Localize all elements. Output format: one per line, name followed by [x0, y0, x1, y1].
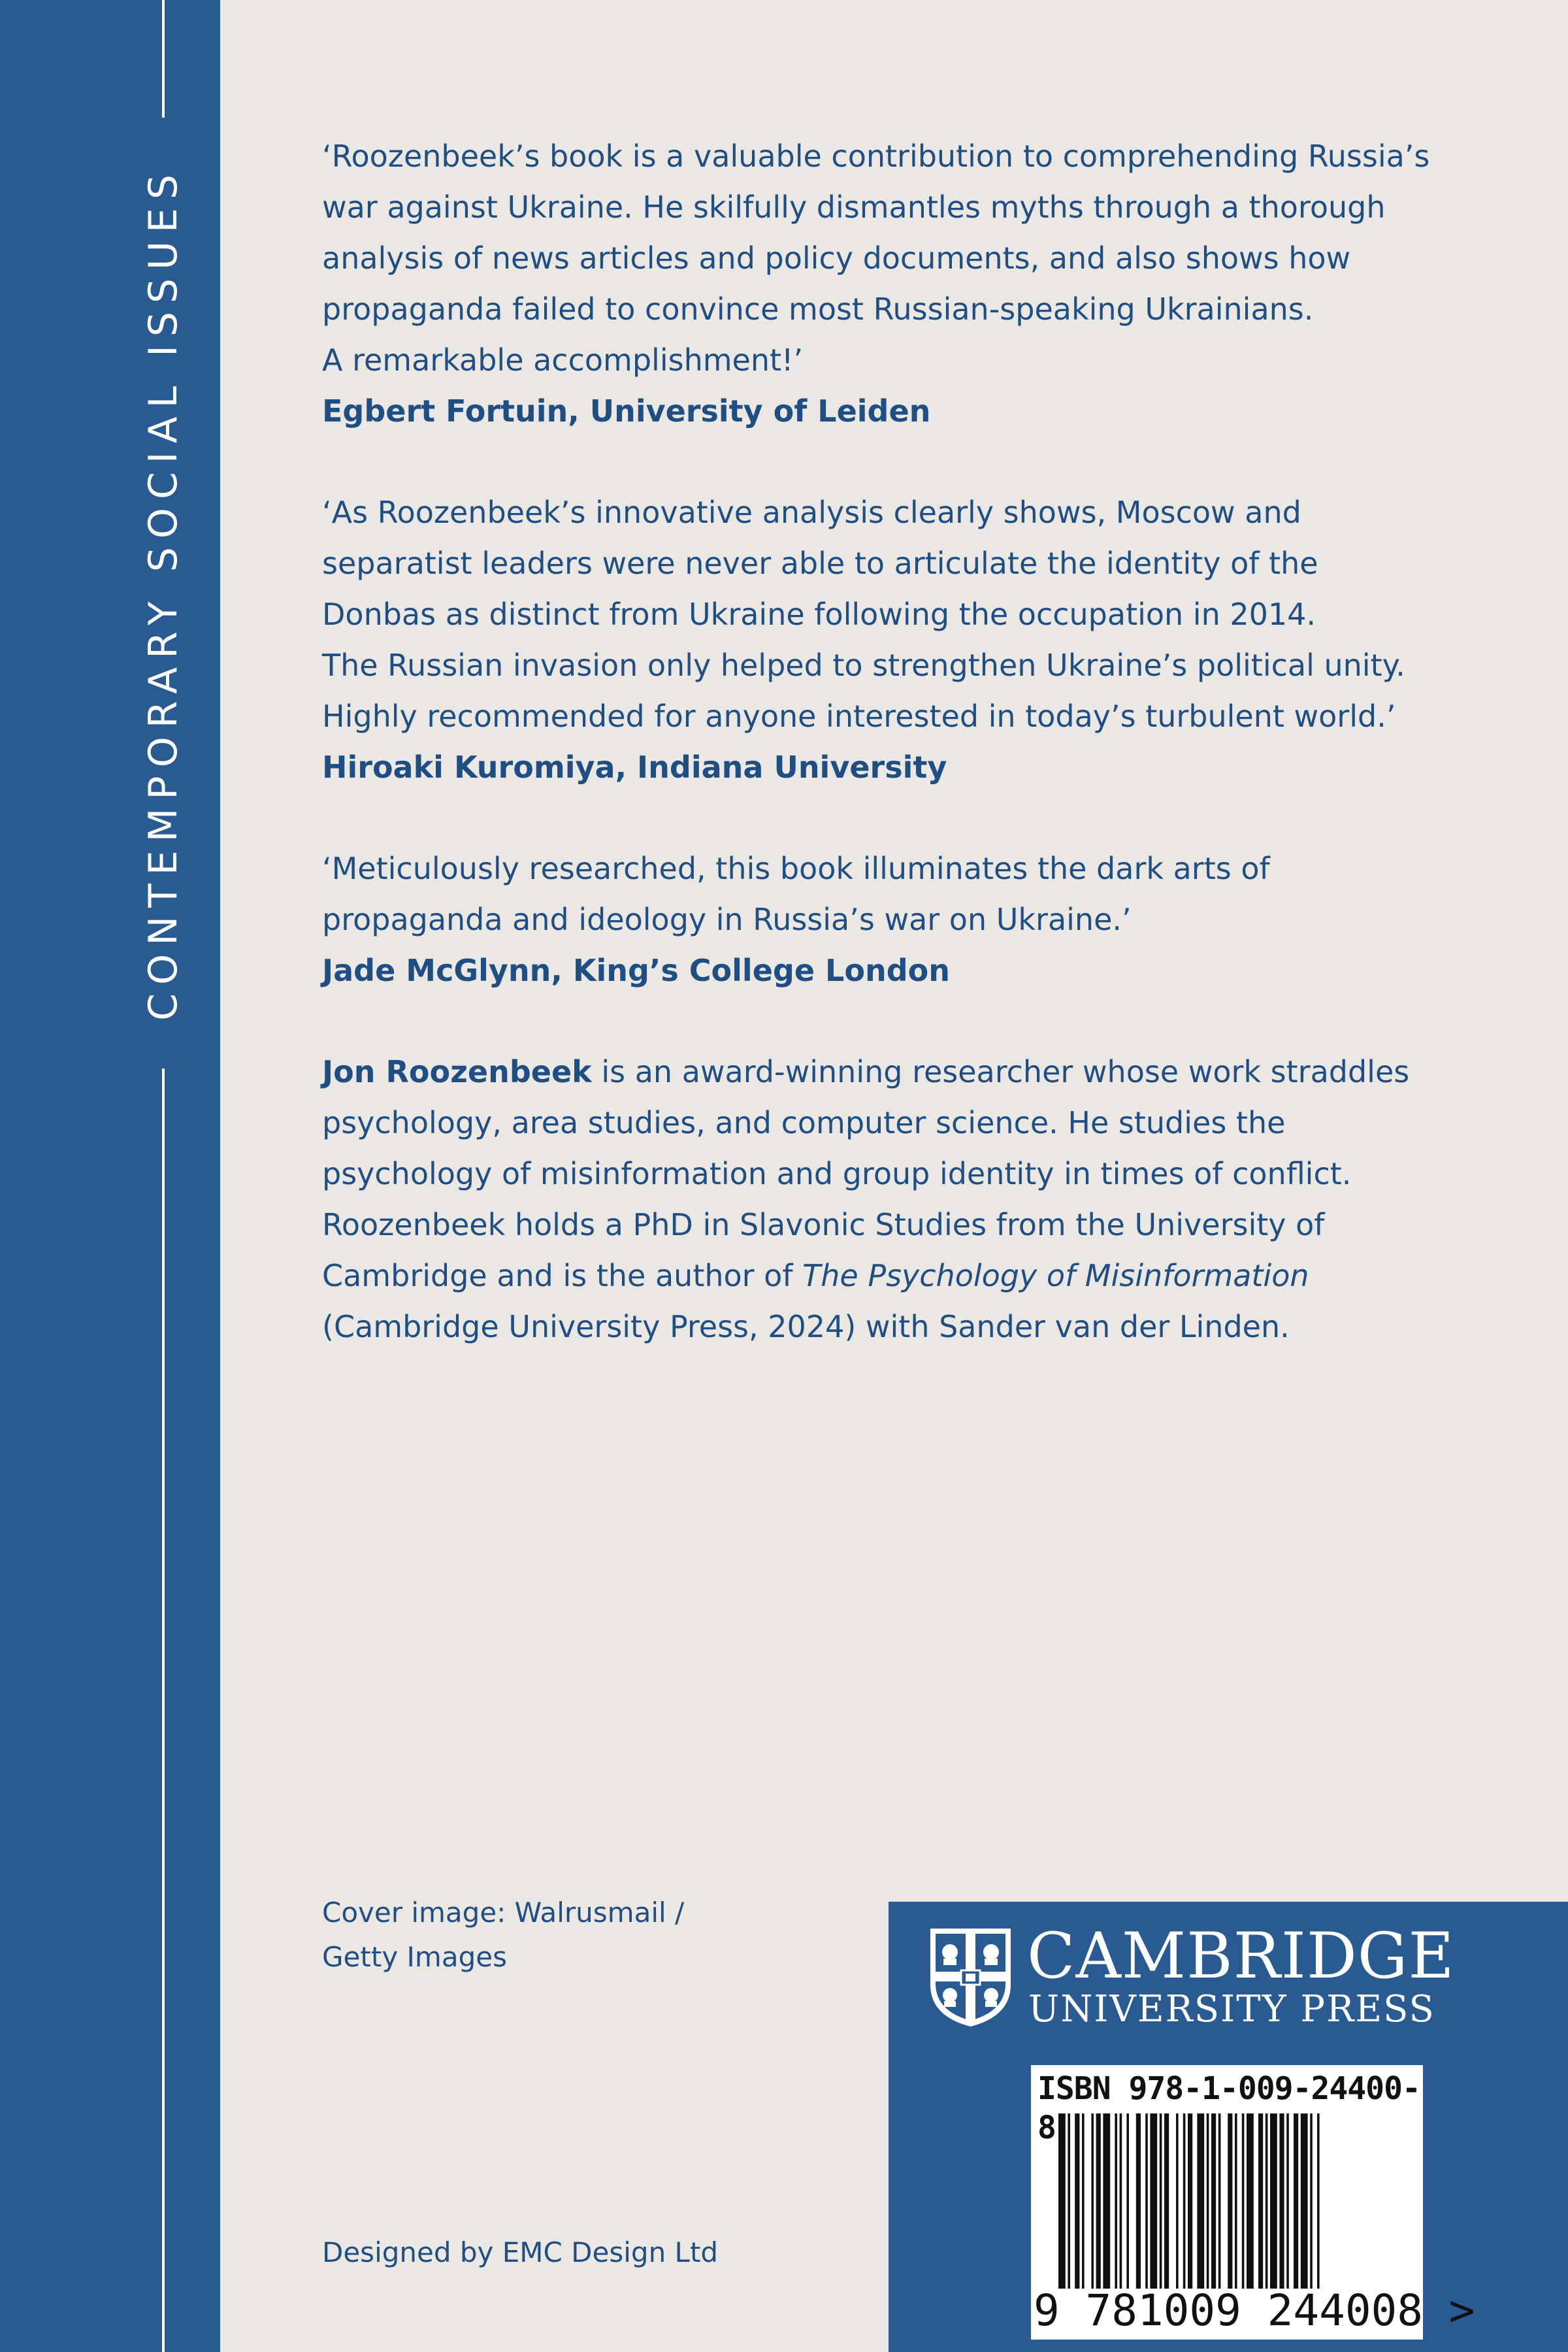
endorsement-1	[322, 131, 1446, 437]
bio-text-before: is an award-winning researcher whose work straddles psychology, area studies, and computer science. He studies the psychology of misinformation and group identity in times of conflict. Roozenbeek holds a PhD in Slavonic Studies from the University of Cambridge and is the author of	[322, 1054, 1410, 1293]
isbn-label: ISBN 978-1-009-24400-8	[1037, 2070, 1420, 2146]
publisher-name: CAMBRIDGE	[1027, 1919, 1455, 1993]
barcode-bar	[1301, 2113, 1308, 2289]
barcode-bar	[1310, 2113, 1313, 2289]
barcode-bar	[1058, 2113, 1066, 2289]
cambridge-crest-icon	[926, 1925, 1015, 2029]
isbn-barcode	[1031, 2065, 1475, 2340]
author-bio	[322, 1046, 1446, 1352]
barcode-bar	[1183, 2113, 1186, 2289]
barcode-bar	[1120, 2113, 1122, 2289]
bio-text-after: (Cambridge University Press, 2024) with Sander van der Linden.	[322, 1309, 1290, 1344]
barcode-bar	[1258, 2113, 1263, 2289]
endorsement-2	[322, 487, 1446, 793]
barcode-bar	[1228, 2113, 1232, 2289]
barcode-bar	[1096, 2113, 1101, 2289]
cover-image-credit: Cover image: Walrusmail / Getty Images	[322, 1897, 685, 1973]
barcode-digits: 9 781009 244008 >	[1034, 2285, 1475, 2336]
barcode-bar	[1207, 2113, 1209, 2289]
barcode-bar	[1197, 2113, 1204, 2289]
series-rule-top	[162, 0, 165, 118]
series-title: CONTEMPORARY SOCIAL ISSUES	[140, 166, 186, 1021]
barcode-bar	[1279, 2113, 1284, 2289]
barcode-bar	[1091, 2113, 1094, 2289]
barcode-bar	[1317, 2113, 1320, 2289]
barcode-bar	[1160, 2113, 1162, 2289]
series-band	[0, 0, 220, 2352]
barcode-bar	[1242, 2113, 1245, 2289]
barcode-bar	[1075, 2113, 1079, 2289]
barcode-bar	[1247, 2113, 1254, 2289]
barcode-bar	[1164, 2113, 1169, 2289]
endorsement-quote: ‘As Roozenbeek’s innovative analysis clearly shows, Moscow and separatist leaders were never able to articulate the identity of the Donbas as distinct from Ukraine following the occupation in 2014. The Russian invasion only helped to strengthen Ukraine’s political unity. Highly recommended for anyone interested in today’s turbulent world.’	[322, 495, 1405, 734]
book-title: The Psychology of Misinformation	[802, 1258, 1309, 1293]
barcode-bar	[1082, 2113, 1085, 2289]
barcode-bar	[1218, 2113, 1221, 2289]
barcode-bar	[1176, 2113, 1179, 2289]
back-cover-text	[322, 131, 1446, 1352]
author-name: Jon Roozenbeek	[322, 1054, 592, 1089]
barcode-bar	[1136, 2113, 1141, 2289]
barcode-bar	[1266, 2113, 1268, 2289]
barcode-bar	[1286, 2113, 1289, 2289]
barcode-bar	[1126, 2113, 1129, 2289]
barcode-bar	[1270, 2113, 1277, 2289]
endorsement-quote: ‘Meticulously researched, this book illuminates the dark arts of propaganda and ideology in Russia’s war on Ukraine.’	[322, 851, 1270, 937]
barcode-bar	[1115, 2113, 1117, 2289]
barcode-bar	[1294, 2113, 1298, 2289]
endorsement-quote: ‘Roozenbeek’s book is a valuable contribution to comprehending Russia’s war against Ukraine. He skilfully dismantles myths through a thorough analysis of news articles and policy documents, and also shows how propaganda failed to convince most Russian-speaking Ukrainians. A remarkable accomplishment!’	[322, 139, 1430, 378]
publisher-panel	[889, 1902, 1568, 2352]
barcode-bar	[1188, 2113, 1192, 2289]
barcode-bar	[1145, 2113, 1148, 2289]
endorsement-attribution: Egbert Fortuin, University of Leiden	[322, 393, 931, 429]
barcode-bar	[1235, 2113, 1237, 2289]
series-rule-bottom	[162, 1068, 165, 2352]
endorsement-attribution: Jade McGlynn, King’s College London	[322, 953, 950, 988]
endorsement-attribution: Hiroaki Kuromiya, Indiana University	[322, 750, 947, 785]
barcode-bar	[1150, 2113, 1157, 2289]
endorsement-3	[322, 843, 1446, 996]
barcode-bar	[1068, 2113, 1070, 2289]
barcode-bar	[1211, 2113, 1216, 2289]
barcode-bar	[1103, 2113, 1110, 2289]
publisher-subtitle: UNIVERSITY PRESS	[1028, 1988, 1435, 2030]
design-credit: Designed by EMC Design Ltd	[322, 2236, 719, 2268]
barcode-bars	[1058, 2113, 1398, 2289]
